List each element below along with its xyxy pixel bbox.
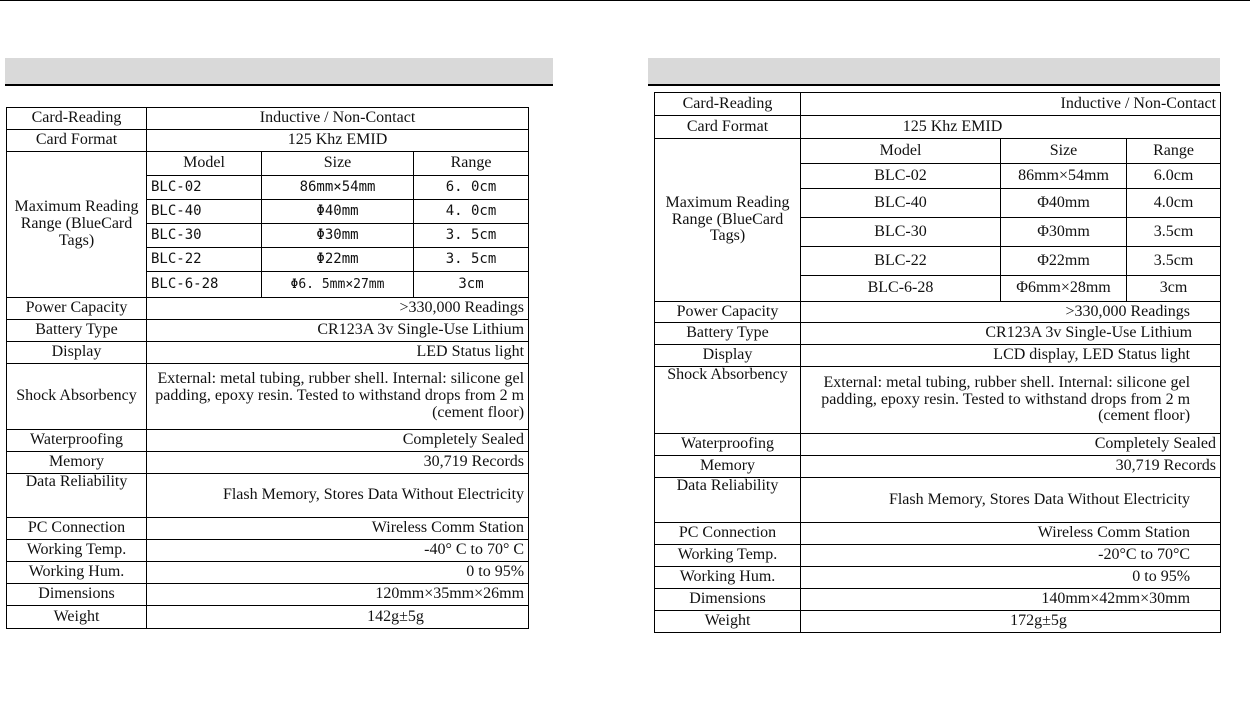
spec-row-shock bbox=[655, 367, 1221, 434]
range-value: 6. 0cm bbox=[414, 176, 529, 200]
spec-row-card-format bbox=[7, 130, 529, 152]
spec-value: 0 to 95% bbox=[147, 562, 529, 584]
range-size: 86mm×54mm bbox=[262, 176, 414, 200]
spec-row-working-temp bbox=[655, 545, 1221, 567]
spec-label-reading-range: Maximum Reading Range (BlueCard Tags) bbox=[655, 139, 801, 302]
spec-row-working-temp bbox=[7, 540, 529, 562]
spec-value: 0 to 95% bbox=[801, 567, 1221, 589]
spec-label: Data Reliability bbox=[7, 474, 147, 518]
spec-row-data-reliability bbox=[7, 474, 529, 518]
spec-row-weight bbox=[655, 611, 1221, 633]
spec-row-display bbox=[7, 342, 529, 364]
range-header-row bbox=[655, 139, 1221, 164]
page-top-rule bbox=[0, 0, 1250, 1]
spec-label: Card Format bbox=[655, 116, 801, 139]
range-value: 3cm bbox=[1127, 276, 1221, 302]
range-value: 4.0cm bbox=[1127, 189, 1221, 218]
spec-label: Dimensions bbox=[7, 584, 147, 606]
spec-value: 140mm×42mm×30mm bbox=[801, 589, 1221, 611]
spec-value: Flash Memory, Stores Data Without Electricity bbox=[801, 478, 1221, 523]
spec-row-working-hum bbox=[655, 567, 1221, 589]
spec-value: 125 Khz EMID bbox=[147, 130, 529, 152]
spec-row-shock bbox=[7, 364, 529, 430]
range-model: BLC-30 bbox=[801, 218, 1001, 247]
spec-label: Working Temp. bbox=[7, 540, 147, 562]
range-value: 6.0cm bbox=[1127, 164, 1221, 189]
range-value: 3. 5cm bbox=[414, 248, 529, 272]
range-model: BLC-22 bbox=[147, 248, 262, 272]
spec-label: Power Capacity bbox=[655, 302, 801, 323]
spec-row-battery-type bbox=[655, 323, 1221, 345]
spec-value: Completely Sealed bbox=[147, 430, 529, 452]
spec-value: Completely Sealed bbox=[801, 434, 1221, 456]
spec-label: Working Hum. bbox=[655, 567, 801, 589]
spec-label: Power Capacity bbox=[7, 298, 147, 320]
spec-row-waterproofing bbox=[655, 434, 1221, 456]
spec-row-data-reliability bbox=[655, 478, 1221, 523]
spec-row-card-format bbox=[655, 116, 1221, 139]
spec-label: Weight bbox=[7, 606, 147, 629]
range-model: BLC-40 bbox=[147, 200, 262, 224]
spec-value: Wireless Comm Station bbox=[801, 523, 1221, 545]
spec-label: Working Hum. bbox=[7, 562, 147, 584]
range-value: 3cm bbox=[414, 272, 529, 298]
range-value: 3.5cm bbox=[1127, 218, 1221, 247]
spec-value: 142g±5g bbox=[147, 606, 529, 629]
range-size: Φ22mm bbox=[1001, 247, 1127, 276]
spec-label: PC Connection bbox=[7, 518, 147, 540]
left-spec-table bbox=[6, 107, 529, 629]
spec-label: Battery Type bbox=[7, 320, 147, 342]
spec-label-reading-range: Maximum Reading Range (BlueCard Tags) bbox=[7, 152, 147, 298]
spec-row-power-capacity bbox=[655, 302, 1221, 323]
range-size: Φ22mm bbox=[262, 248, 414, 272]
spec-label: Display bbox=[655, 345, 801, 367]
range-size: 86mm×54mm bbox=[1001, 164, 1127, 189]
spec-value: External: metal tubing, rubber shell. Internal: silicone gel padding, epoxy resin. Tested to withstand drops from 2 m (cement floor) bbox=[801, 367, 1221, 434]
spec-value: -20°C to 70°C bbox=[801, 545, 1221, 567]
spec-row-working-hum bbox=[7, 562, 529, 584]
spec-value: 172g±5g bbox=[801, 611, 1221, 633]
spec-value: Inductive / Non-Contact bbox=[801, 93, 1221, 116]
spec-label: Memory bbox=[7, 452, 147, 474]
range-header-range: Range bbox=[414, 152, 529, 176]
range-model: BLC-22 bbox=[801, 247, 1001, 276]
spec-row-card-reading bbox=[655, 93, 1221, 116]
spec-label: Waterproofing bbox=[655, 434, 801, 456]
range-header-model: Model bbox=[147, 152, 262, 176]
spec-row-waterproofing bbox=[7, 430, 529, 452]
range-value: 4. 0cm bbox=[414, 200, 529, 224]
spec-label: Working Temp. bbox=[655, 545, 801, 567]
spec-value: Inductive / Non-Contact bbox=[147, 108, 529, 130]
spec-label: Card-Reading bbox=[7, 108, 147, 130]
spec-row-weight bbox=[7, 606, 529, 629]
right-section-header-rule bbox=[648, 84, 1220, 86]
spec-value: External: metal tubing, rubber shell. Internal: silicone gel padding, epoxy resin. Tested to withstand drops from 2 m (cement floor) bbox=[147, 364, 529, 430]
spec-label: Display bbox=[7, 342, 147, 364]
spec-row-dimensions bbox=[655, 589, 1221, 611]
spec-row-dimensions bbox=[7, 584, 529, 606]
spec-value: 120mm×35mm×26mm bbox=[147, 584, 529, 606]
spec-label: Waterproofing bbox=[7, 430, 147, 452]
spec-row-pc-connection bbox=[655, 523, 1221, 545]
spec-value: >330,000 Readings bbox=[801, 302, 1221, 323]
range-model: BLC-40 bbox=[801, 189, 1001, 218]
spec-value: CR123A 3v Single-Use Lithium bbox=[801, 323, 1221, 345]
spec-label: Card-Reading bbox=[655, 93, 801, 116]
range-size: Φ40mm bbox=[1001, 189, 1127, 218]
left-section-header-bar bbox=[5, 58, 553, 84]
left-section-header-rule bbox=[5, 84, 553, 86]
spec-label: PC Connection bbox=[655, 523, 801, 545]
spec-label: Shock Absorbency bbox=[655, 367, 801, 434]
spec-value: Flash Memory, Stores Data Without Electricity bbox=[147, 474, 529, 518]
spec-row-power-capacity bbox=[7, 298, 529, 320]
range-size: Φ30mm bbox=[262, 224, 414, 248]
spec-row-card-reading bbox=[7, 108, 529, 130]
range-header-model: Model bbox=[801, 139, 1001, 164]
spec-value: 30,719 Records bbox=[147, 452, 529, 474]
spec-value: Wireless Comm Station bbox=[147, 518, 529, 540]
range-model: BLC-6-28 bbox=[147, 272, 262, 298]
spec-label: Weight bbox=[655, 611, 801, 633]
spec-row-pc-connection bbox=[7, 518, 529, 540]
spec-value: >330,000 Readings bbox=[147, 298, 529, 320]
range-size: Φ30mm bbox=[1001, 218, 1127, 247]
spec-value: -40° C to 70° C bbox=[147, 540, 529, 562]
spec-value: 30,719 Records bbox=[801, 456, 1221, 478]
spec-value: LED Status light bbox=[147, 342, 529, 364]
spec-row-display bbox=[655, 345, 1221, 367]
range-model: BLC-02 bbox=[147, 176, 262, 200]
range-header-size: Size bbox=[262, 152, 414, 176]
range-model: BLC-02 bbox=[801, 164, 1001, 189]
range-size: Φ6. 5mm×27mm bbox=[262, 272, 414, 298]
range-value: 3.5cm bbox=[1127, 247, 1221, 276]
spec-label: Data Reliability bbox=[655, 478, 801, 523]
spec-label: Battery Type bbox=[655, 323, 801, 345]
range-size: Φ6mm×28mm bbox=[1001, 276, 1127, 302]
range-model: BLC-6-28 bbox=[801, 276, 1001, 302]
spec-row-memory bbox=[7, 452, 529, 474]
spec-label: Memory bbox=[655, 456, 801, 478]
spec-label: Shock Absorbency bbox=[7, 364, 147, 430]
spec-row-memory bbox=[655, 456, 1221, 478]
right-spec-table bbox=[654, 92, 1221, 633]
right-section-header-bar bbox=[648, 58, 1220, 84]
spec-value: 125 Khz EMID bbox=[801, 116, 1221, 139]
range-model: BLC-30 bbox=[147, 224, 262, 248]
range-size: Φ40mm bbox=[262, 200, 414, 224]
spec-label: Dimensions bbox=[655, 589, 801, 611]
spec-value: LCD display, LED Status light bbox=[801, 345, 1221, 367]
spec-value: CR123A 3v Single-Use Lithium bbox=[147, 320, 529, 342]
spec-row-battery-type bbox=[7, 320, 529, 342]
spec-label: Card Format bbox=[7, 130, 147, 152]
range-value: 3. 5cm bbox=[414, 224, 529, 248]
range-header-size: Size bbox=[1001, 139, 1127, 164]
range-header-range: Range bbox=[1127, 139, 1221, 164]
range-header-row bbox=[7, 152, 529, 176]
